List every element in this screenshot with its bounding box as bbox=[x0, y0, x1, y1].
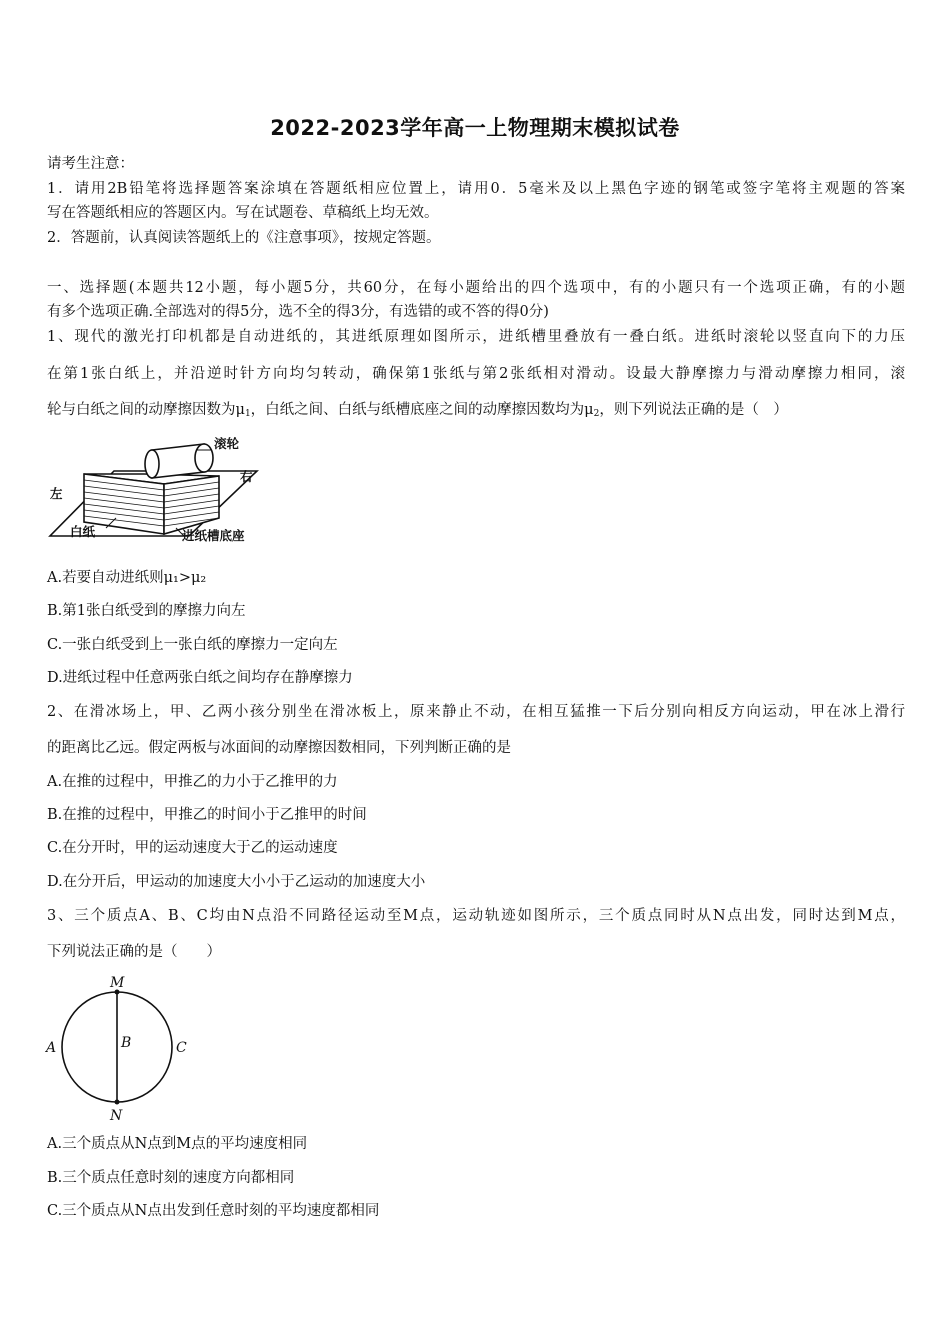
section-header-line-2: 有多个选项正确.全部选对的得5分，选不全的得3分，有选错的或不答的得0分) bbox=[47, 304, 549, 320]
q1-stem-line-2: 在第1张白纸上，并沿逆时针方向均匀转动，确保第1张纸与第2张纸相对滑动。设最大静摩擦力与滑动摩擦力相同，滚 bbox=[47, 366, 905, 382]
label-feed-base: 进纸槽底座 bbox=[182, 528, 245, 543]
roller-end bbox=[195, 444, 213, 472]
q3-stem-line-1: 3、三个质点A、B、C均由N点沿不同路径运动至M点，运动轨迹如图所示，三个质点同时从N点出发，同时达到M点， bbox=[47, 908, 905, 924]
label-left: 左 bbox=[50, 486, 63, 501]
section-header-line-1: 一、选择题(本题共12小题，每小题5分，共60分，在每小题给出的四个选项中，有的小题只有一个选项正确，有的小题 bbox=[47, 280, 905, 296]
label-n: N bbox=[110, 1108, 123, 1124]
q1-stem-line-1: 1、现代的激光打印机都是自动进纸的，其进纸原理如图所示，进纸槽里叠放有一叠白纸。进纸时滚轮以竖直向下的力压 bbox=[47, 329, 905, 345]
label-c: C bbox=[176, 1040, 187, 1056]
motion-path-diagram bbox=[40, 970, 200, 1125]
q3-option-c: C.三个质点从N点出发到任意时刻的平均速度都相同 bbox=[47, 1203, 380, 1219]
q1-option-d: D.进纸过程中任意两张白纸之间均存在静摩擦力 bbox=[47, 670, 353, 686]
q1-stem-line-3: 轮与白纸之间的动摩擦因数为$\mu_1$，白纸之间、白纸与纸槽底座之间的动摩擦因数均为$\mu_2$，则下列说法正确的是（ ） bbox=[47, 402, 788, 419]
q1-option-a: A.若要自动进纸则μ₁>μ₂ bbox=[47, 570, 207, 586]
label-a: A bbox=[46, 1040, 57, 1056]
paper-stack-front bbox=[84, 474, 164, 534]
q2-stem-line-1: 2、在滑冰场上，甲、乙两小孩分别坐在滑冰板上，原来静止不动，在相互猛推一下后分别向相反方向运动，甲在冰上滑行 bbox=[47, 704, 905, 720]
paper-feed-diagram bbox=[44, 436, 269, 548]
q2-option-c: C.在分开时，甲的运动速度大于乙的运动速度 bbox=[47, 840, 338, 856]
q1-option-b: B.第1张白纸受到的摩擦力向左 bbox=[47, 603, 246, 619]
q2-stem-line-2: 的距离比乙远。假定两板与冰面间的动摩擦因数相同，下列判断正确的是 bbox=[47, 740, 511, 756]
label-roller: 滚轮 bbox=[214, 436, 240, 451]
label-m: M bbox=[110, 975, 125, 991]
q2-option-a: A.在推的过程中，甲推乙的力小于乙推甲的力 bbox=[47, 774, 338, 790]
q2-option-b: B.在推的过程中，甲推乙的时间小于乙推甲的时间 bbox=[47, 807, 367, 823]
q3-stem-line-2: 下列说法正确的是（ ） bbox=[47, 944, 221, 960]
label-white-paper: 白纸 bbox=[70, 524, 96, 539]
q1-option-c: C.一张白纸受到上一张白纸的摩擦力一定向左 bbox=[47, 637, 338, 653]
notice-line-2: 2．答题前，认真阅读答题纸上的《注意事项》，按规定答题。 bbox=[47, 230, 441, 246]
label-b: B bbox=[121, 1035, 132, 1051]
q3-option-a: A.三个质点从N点到M点的平均速度相同 bbox=[47, 1136, 308, 1152]
notice-line-1a: 1．请用2B铅笔将选择题答案涂填在答题纸相应位置上，请用0．5毫米及以上黑色字迹的钢笔或签字笔将主观题的答案 bbox=[47, 181, 905, 197]
notice-heading: 请考生注意： bbox=[47, 156, 134, 172]
q3-option-b: B.三个质点任意时刻的速度方向都相同 bbox=[47, 1170, 295, 1186]
q2-option-d: D.在分开后，甲运动的加速度大小小于乙运动的加速度大小 bbox=[47, 874, 426, 890]
notice-line-1b: 写在答题纸相应的答题区内。写在试题卷、草稿纸上均无效。 bbox=[47, 205, 439, 221]
label-right: 右 bbox=[240, 469, 253, 484]
page-title: 2022-2023学年高一上物理期末模拟试卷 bbox=[270, 116, 680, 140]
paper-stack-side bbox=[164, 476, 219, 534]
point-n bbox=[115, 1100, 120, 1105]
